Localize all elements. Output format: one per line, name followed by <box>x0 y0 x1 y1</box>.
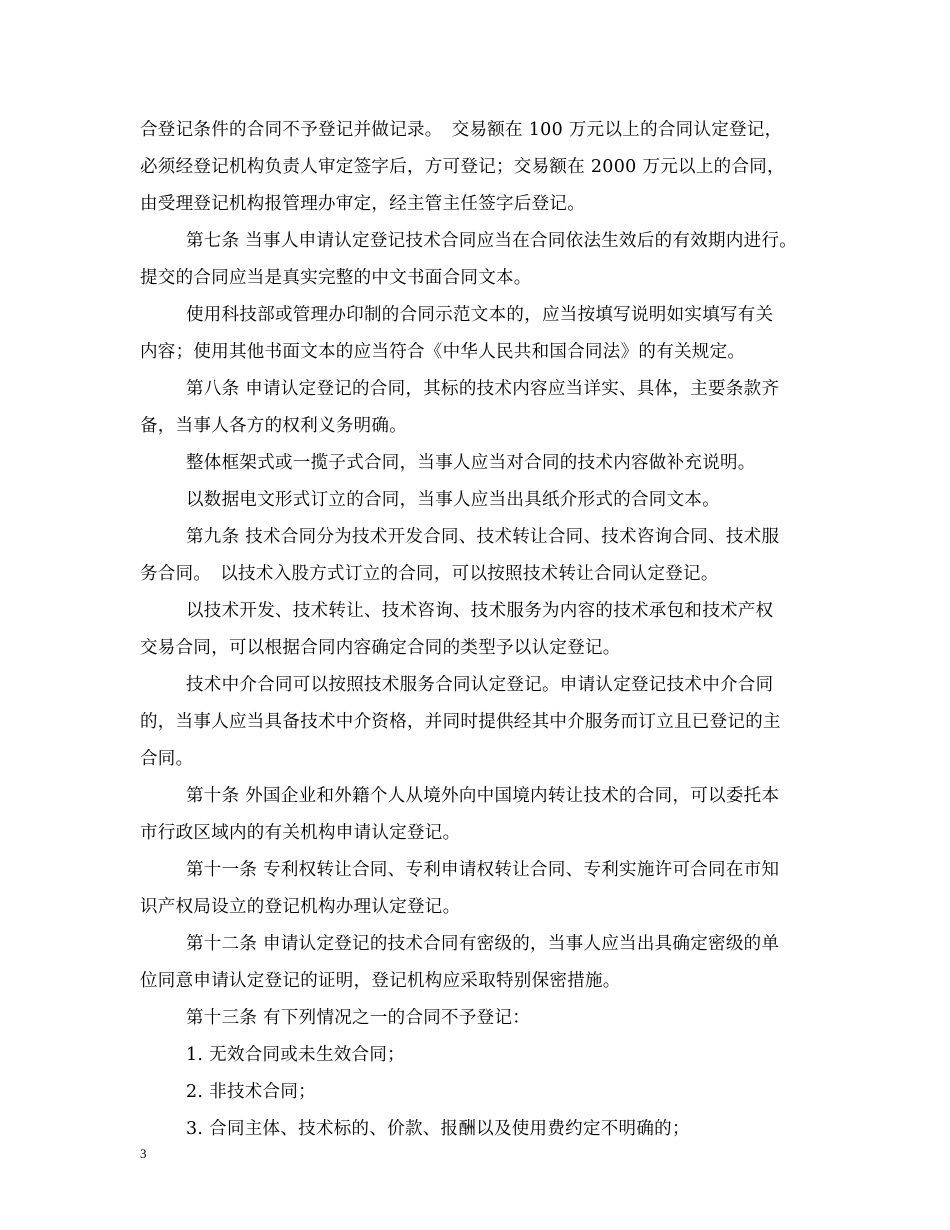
text-line: 内容；使用其他书面文本的应当符合《中华人民共和国合同法》的有关规定。 <box>140 342 746 362</box>
text-line: 第十条 外国企业和外籍个人从境外向中国境内转让技术的合同，可以委托本 <box>186 786 780 806</box>
text-line: 务合同。 以技术入股方式订立的合同，可以按照技术转让合同认定登记。 <box>140 564 719 584</box>
page-number: 3 <box>140 1146 147 1161</box>
text-line: 第七条 当事人申请认定登记技术合同应当在合同依法生效后的有效期内进行。 <box>186 231 798 251</box>
text-line: 识产权局设立的登记机构办理认定登记。 <box>140 897 461 917</box>
text-line: 第十一条 专利权转让合同、专利申请权转让合同、专利实施许可合同在市知 <box>186 860 780 880</box>
text-line: 提交的合同应当是真实完整的中文书面合同文本。 <box>140 268 532 288</box>
text-line: 的，当事人应当具备技术中介资格，并同时提供经其中介服务而订立且已登记的主 <box>140 712 781 732</box>
text-line: 以数据电文形式订立的合同，当事人应当出具纸介形式的合同文本。 <box>186 490 720 510</box>
text-line: 第八条 申请认定登记的合同，其标的技术内容应当详实、具体，主要条款齐 <box>186 379 780 399</box>
text-line: 合登记条件的合同不予登记并做记录。 交易额在 100 万元以上的合同认定登记， <box>140 120 783 140</box>
list-item: 1. 无效合同或未生效合同； <box>186 1045 405 1065</box>
text-line: 市行政区域内的有关机构申请认定登记。 <box>140 823 461 843</box>
text-line: 由受理登记机构报管理办审定，经主管主任签字后登记。 <box>140 194 585 214</box>
text-line: 交易合同，可以根据合同内容确定合同的类型予以认定登记。 <box>140 638 621 658</box>
text-line: 合同。 <box>140 749 194 769</box>
list-item: 3. 合同主体、技术标的、价款、报酬以及使用费约定不明确的； <box>186 1119 690 1139</box>
text-line: 必须经登记机构负责人审定签字后，方可登记；交易额在 2000 万元以上的合同， <box>140 157 785 177</box>
text-line: 第九条 技术合同分为技术开发合同、技术转让合同、技术咨询合同、技术服 <box>186 527 780 547</box>
text-line: 第十二条 申请认定登记的技术合同有密级的，当事人应当出具确定密级的单 <box>186 934 780 954</box>
text-line: 第十三条 有下列情况之一的合同不予登记： <box>186 1008 531 1028</box>
text-line: 备，当事人各方的权利义务明确。 <box>140 416 407 436</box>
text-line: 位同意申请认定登记的证明，登记机构应采取特别保密措施。 <box>140 971 621 991</box>
text-line: 整体框架式或一揽子式合同，当事人应当对合同的技术内容做补充说明。 <box>186 453 756 473</box>
text-line: 以技术开发、技术转让、技术咨询、技术服务为内容的技术承包和技术产权 <box>186 601 774 621</box>
list-item: 2. 非技术合同； <box>186 1082 316 1102</box>
text-line: 技术中介合同可以按照技术服务合同认定登记。申请认定登记技术中介合同 <box>186 675 774 695</box>
text-line: 使用科技部或管理办印制的合同示范文本的，应当按填写说明如实填写有关 <box>186 305 774 325</box>
